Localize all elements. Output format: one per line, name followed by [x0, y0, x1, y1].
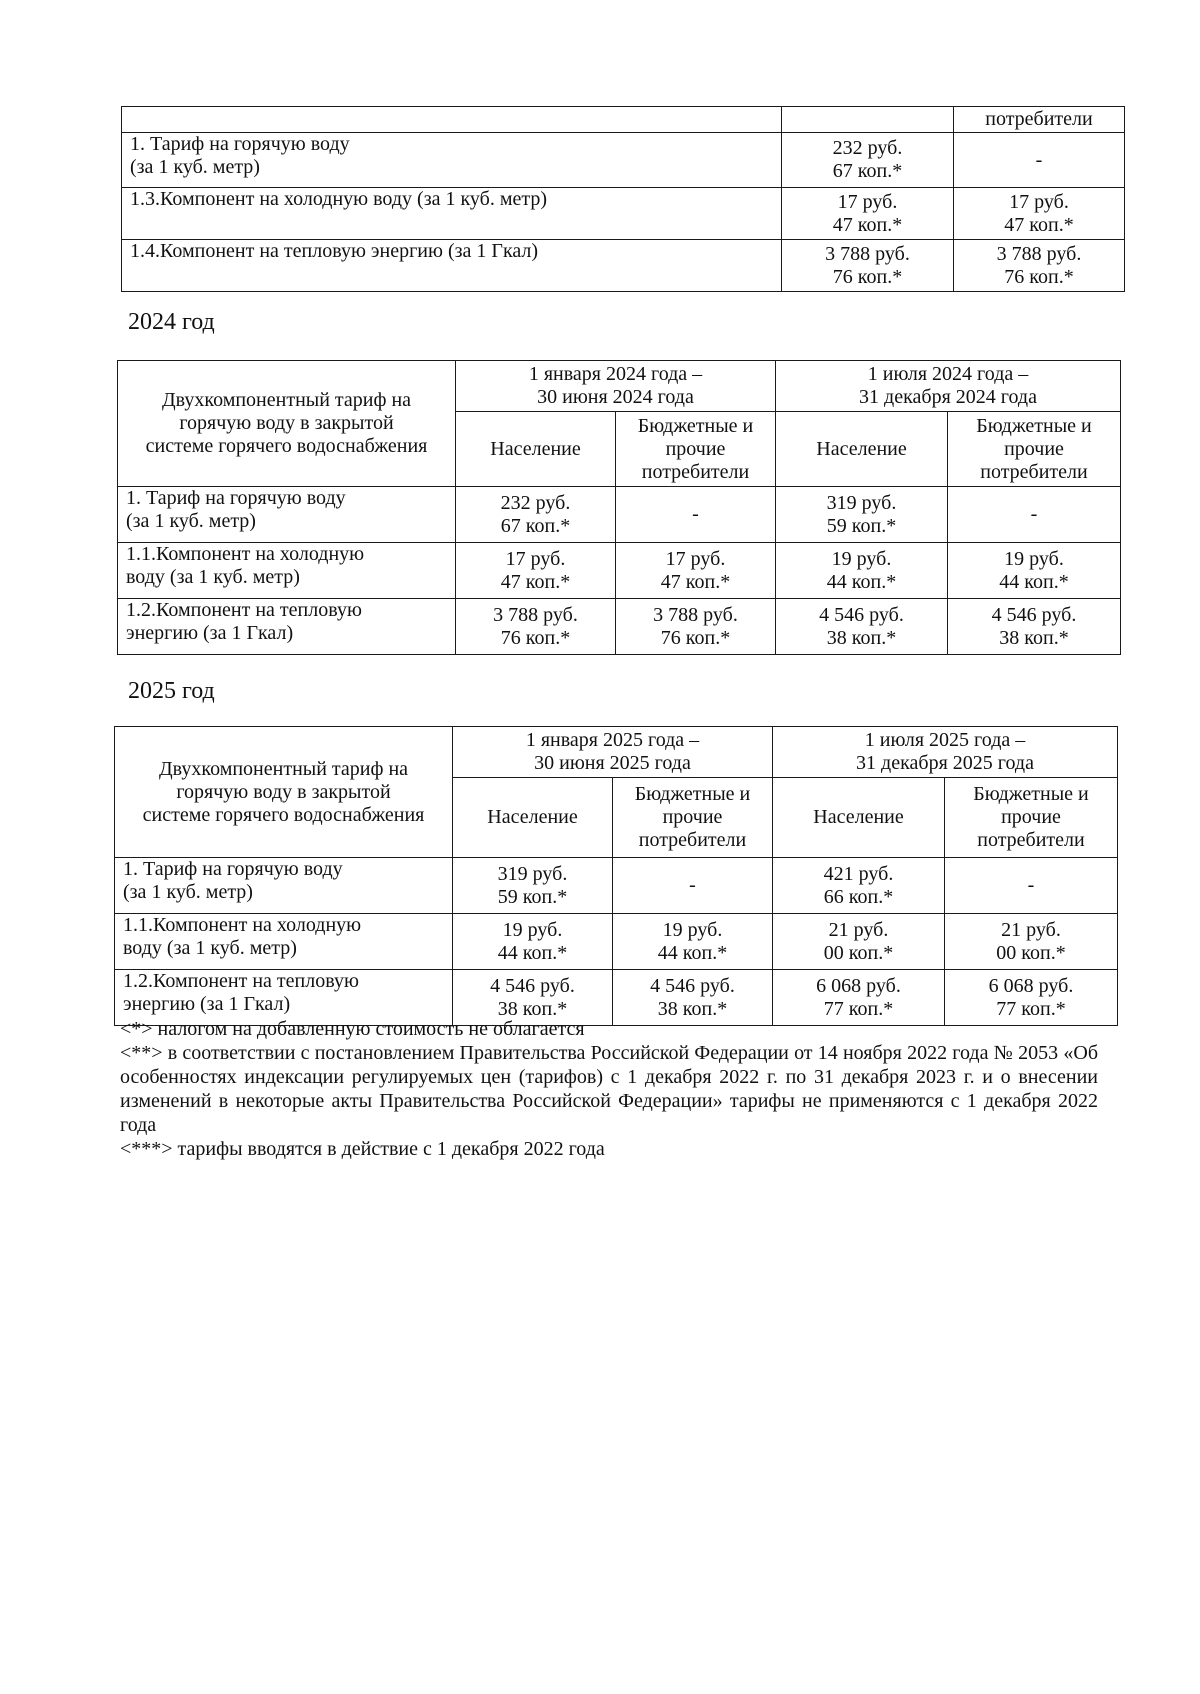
tariff-value: 21 руб. 00 коп.* [945, 914, 1118, 970]
tariff-value: 17 руб. 47 коп.* [616, 543, 776, 599]
footnote-vat: <*> налогом на добавленную стоимость не облагается [120, 1018, 585, 1040]
subheader-budget-consumers: Бюджетные и прочие потребители [613, 778, 773, 858]
tariff-value: 4 546 руб. 38 коп.* [453, 970, 613, 1026]
row-label: 1.1.Компонент на холодную воду (за 1 куб. метр) [118, 543, 456, 599]
row-label: 1.1.Компонент на холодную воду (за 1 куб. метр) [115, 914, 453, 970]
subheader-budget-consumers: Бюджетные и прочие потребители [948, 412, 1121, 487]
tariff-value: - [616, 487, 776, 543]
tariff-value: 3 788 руб. 76 коп.* [782, 240, 954, 292]
tariff-value: - [945, 858, 1118, 914]
subheader-population: Население [773, 778, 945, 858]
tariff-value: 17 руб. 47 коп.* [954, 188, 1125, 240]
tariff-value: 3 788 руб. 76 коп.* [616, 599, 776, 655]
row-label: 1.4.Компонент на тепловую энергию (за 1 Гкал) [122, 240, 782, 292]
table-corner-label: Двухкомпонентный тариф на горячую воду в закрытой системе горячего водоснабжения [115, 727, 453, 858]
tariff-value: - [613, 858, 773, 914]
tariff-value: 4 546 руб. 38 коп.* [948, 599, 1121, 655]
table-header-empty [122, 107, 782, 133]
tariff-value: 319 руб. 59 коп.* [776, 487, 948, 543]
subheader-budget-consumers: Бюджетные и прочие потребители [616, 412, 776, 487]
table-header-empty [782, 107, 954, 133]
tariff-table-2025 [114, 726, 1118, 1026]
row-label: 1. Тариф на горячую воду (за 1 куб. метр) [118, 487, 456, 543]
tariff-value: 4 546 руб. 38 коп.* [613, 970, 773, 1026]
footnotes [120, 1017, 1098, 1161]
tariff-value: 19 руб. 44 коп.* [453, 914, 613, 970]
tariff-value: 232 руб. 67 коп.* [456, 487, 616, 543]
subheader-population: Население [453, 778, 613, 858]
tariff-value: 19 руб. 44 коп.* [776, 543, 948, 599]
tariff-table-2024 [117, 360, 1121, 655]
tariff-value: 319 руб. 59 коп.* [453, 858, 613, 914]
period-header-first-half: 1 января 2025 года – 30 июня 2025 года [453, 727, 773, 778]
subheader-budget-consumers: Бюджетные и прочие потребители [945, 778, 1118, 858]
tariff-value: 4 546 руб. 38 коп.* [776, 599, 948, 655]
tariff-value: 3 788 руб. 76 коп.* [456, 599, 616, 655]
subheader-population: Население [456, 412, 616, 487]
table-corner-label: Двухкомпонентный тариф на горячую воду в закрытой системе горячего водоснабжения [118, 361, 456, 487]
row-label: 1. Тариф на горячую воду (за 1 куб. метр) [115, 858, 453, 914]
tariff-value: 21 руб. 00 коп.* [773, 914, 945, 970]
footnote-government-decree: <**> в соответствии с постановлением Правительства Российской Федерации от 14 ноября 2022 года № 2053 «Об особенностях индексации регулируемых цен (тарифов) с 1 декабря 2022 г. по 31 декабря 2023 г. и о внесении изменений в некоторые акты Правительства Российской Федерации» тарифы не применяются с 1 декабря 2022 года [120, 1042, 1098, 1136]
tariff-value: 421 руб. 66 коп.* [773, 858, 945, 914]
tariff-value: 19 руб. 44 коп.* [948, 543, 1121, 599]
year-heading-2024: 2024 год [128, 309, 215, 335]
tariff-value: 6 068 руб. 77 коп.* [773, 970, 945, 1026]
footnote-effective-date: <***> тарифы вводятся в действие с 1 декабря 2022 года [120, 1138, 605, 1160]
row-label: 1.2.Компонент на тепловую энергию (за 1 Гкал) [118, 599, 456, 655]
row-label: 1.2.Компонент на тепловую энергию (за 1 Гкал) [115, 970, 453, 1026]
table-header-budget-fragment: потребители [954, 107, 1125, 133]
row-label: 1.3.Компонент на холодную воду (за 1 куб. метр) [122, 188, 782, 240]
tariff-value: 17 руб. 47 коп.* [782, 188, 954, 240]
tariff-value: - [948, 487, 1121, 543]
period-header-second-half: 1 июля 2024 года – 31 декабря 2024 года [776, 361, 1121, 412]
tariff-value: 19 руб. 44 коп.* [613, 914, 773, 970]
year-heading-2025: 2025 год [128, 678, 215, 704]
tariff-value: - [954, 133, 1125, 188]
period-header-second-half: 1 июля 2025 года – 31 декабря 2025 года [773, 727, 1118, 778]
tariff-value: 232 руб. 67 коп.* [782, 133, 954, 188]
tariff-value: 17 руб. 47 коп.* [456, 543, 616, 599]
subheader-population: Население [776, 412, 948, 487]
tariff-value: 6 068 руб. 77 коп.* [945, 970, 1118, 1026]
tariff-table-continued [121, 106, 1125, 292]
period-header-first-half: 1 января 2024 года – 30 июня 2024 года [456, 361, 776, 412]
row-label: 1. Тариф на горячую воду (за 1 куб. метр) [122, 133, 782, 188]
tariff-value: 3 788 руб. 76 коп.* [954, 240, 1125, 292]
